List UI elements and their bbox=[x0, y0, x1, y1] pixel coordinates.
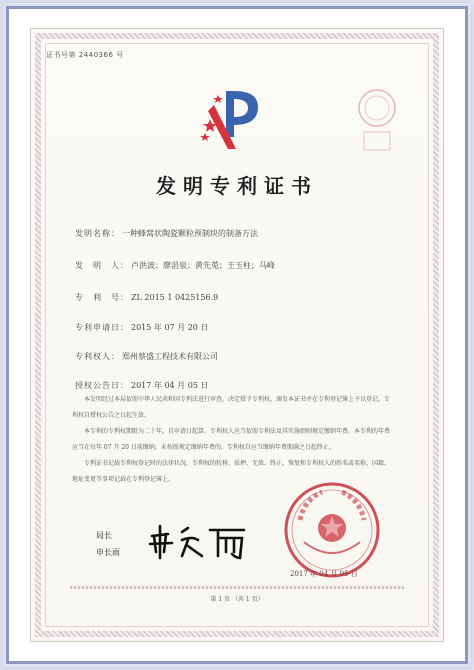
field-inventors bbox=[75, 260, 275, 271]
footer-decorative-bar bbox=[70, 586, 404, 589]
field-value: 2015 年 07 月 20 日 bbox=[131, 323, 209, 332]
signature-title: 局长 bbox=[96, 531, 112, 540]
official-red-stamp bbox=[282, 480, 382, 580]
certificate-body-text bbox=[72, 392, 390, 488]
signature-name: 申长雨 bbox=[96, 548, 120, 557]
handwritten-signature bbox=[148, 522, 248, 562]
field-value: 郑州蔡盛工程技术有限公司 bbox=[122, 352, 218, 361]
field-application-date bbox=[75, 322, 208, 333]
patent-office-logo bbox=[196, 85, 266, 157]
field-label: 发明名称： bbox=[75, 229, 120, 238]
field-grant-date bbox=[75, 380, 208, 391]
field-label: 专利权人： bbox=[75, 352, 120, 361]
faint-side-seal-icon bbox=[356, 86, 398, 156]
field-value: ZL 2015 1 0425156.9 bbox=[131, 293, 219, 302]
certificate-number-label: 证书号第 bbox=[46, 51, 76, 59]
field-value: 卢洪波；廖滔泉；黄先莵；王玉柱；马峰 bbox=[131, 261, 275, 270]
field-label: 专 利 号： bbox=[75, 293, 129, 302]
field-invention-name bbox=[75, 228, 258, 239]
certificate-number bbox=[46, 50, 124, 60]
field-patentee bbox=[75, 351, 218, 362]
field-patent-number bbox=[75, 292, 218, 303]
body-paragraph: 本发明经过本局依照中华人民共和国专利法进行审查，决定授予专利权，颁发本证书并在专利登记簿上予以登记。专利权自授权公告之日起生效。 bbox=[72, 396, 391, 419]
stamp-date: 2017 年 04 月 05 日 bbox=[290, 570, 358, 578]
field-label: 专利申请日： bbox=[75, 323, 129, 332]
certificate-number-value: 2440366 bbox=[78, 51, 114, 59]
field-value: 2017 年 04 月 05 日 bbox=[131, 381, 209, 390]
field-value: 一种蜂窝状陶瓷颗粒预制块的制备方法 bbox=[122, 229, 258, 238]
certificate-title: 发明专利证书 bbox=[156, 174, 318, 198]
page-footer: 第 1 页 （共 1 页） bbox=[210, 596, 264, 603]
body-paragraph: 本专利的专利权期限为二十年，自申请日起算。专利权人应当依照专利法及其实施细则规定缴纳年费。本专利的年费应当在每年 07 月 20 日前缴纳。未按照规定缴纳年费的，专利权自应当缴纳年费期满之日起终止。 bbox=[72, 428, 391, 451]
body-paragraph: 专利证书记载专利权登记时的法律状况。专利权的转移、质押、无效、终止、恢复和专利权人的姓名或名称、国籍、地址变更等事项记载在专利登记簿上。 bbox=[72, 460, 391, 483]
certificate-number-suffix: 号 bbox=[116, 51, 124, 59]
field-label: 发 明 人： bbox=[75, 261, 129, 270]
field-label: 授权公告日： bbox=[75, 381, 129, 390]
